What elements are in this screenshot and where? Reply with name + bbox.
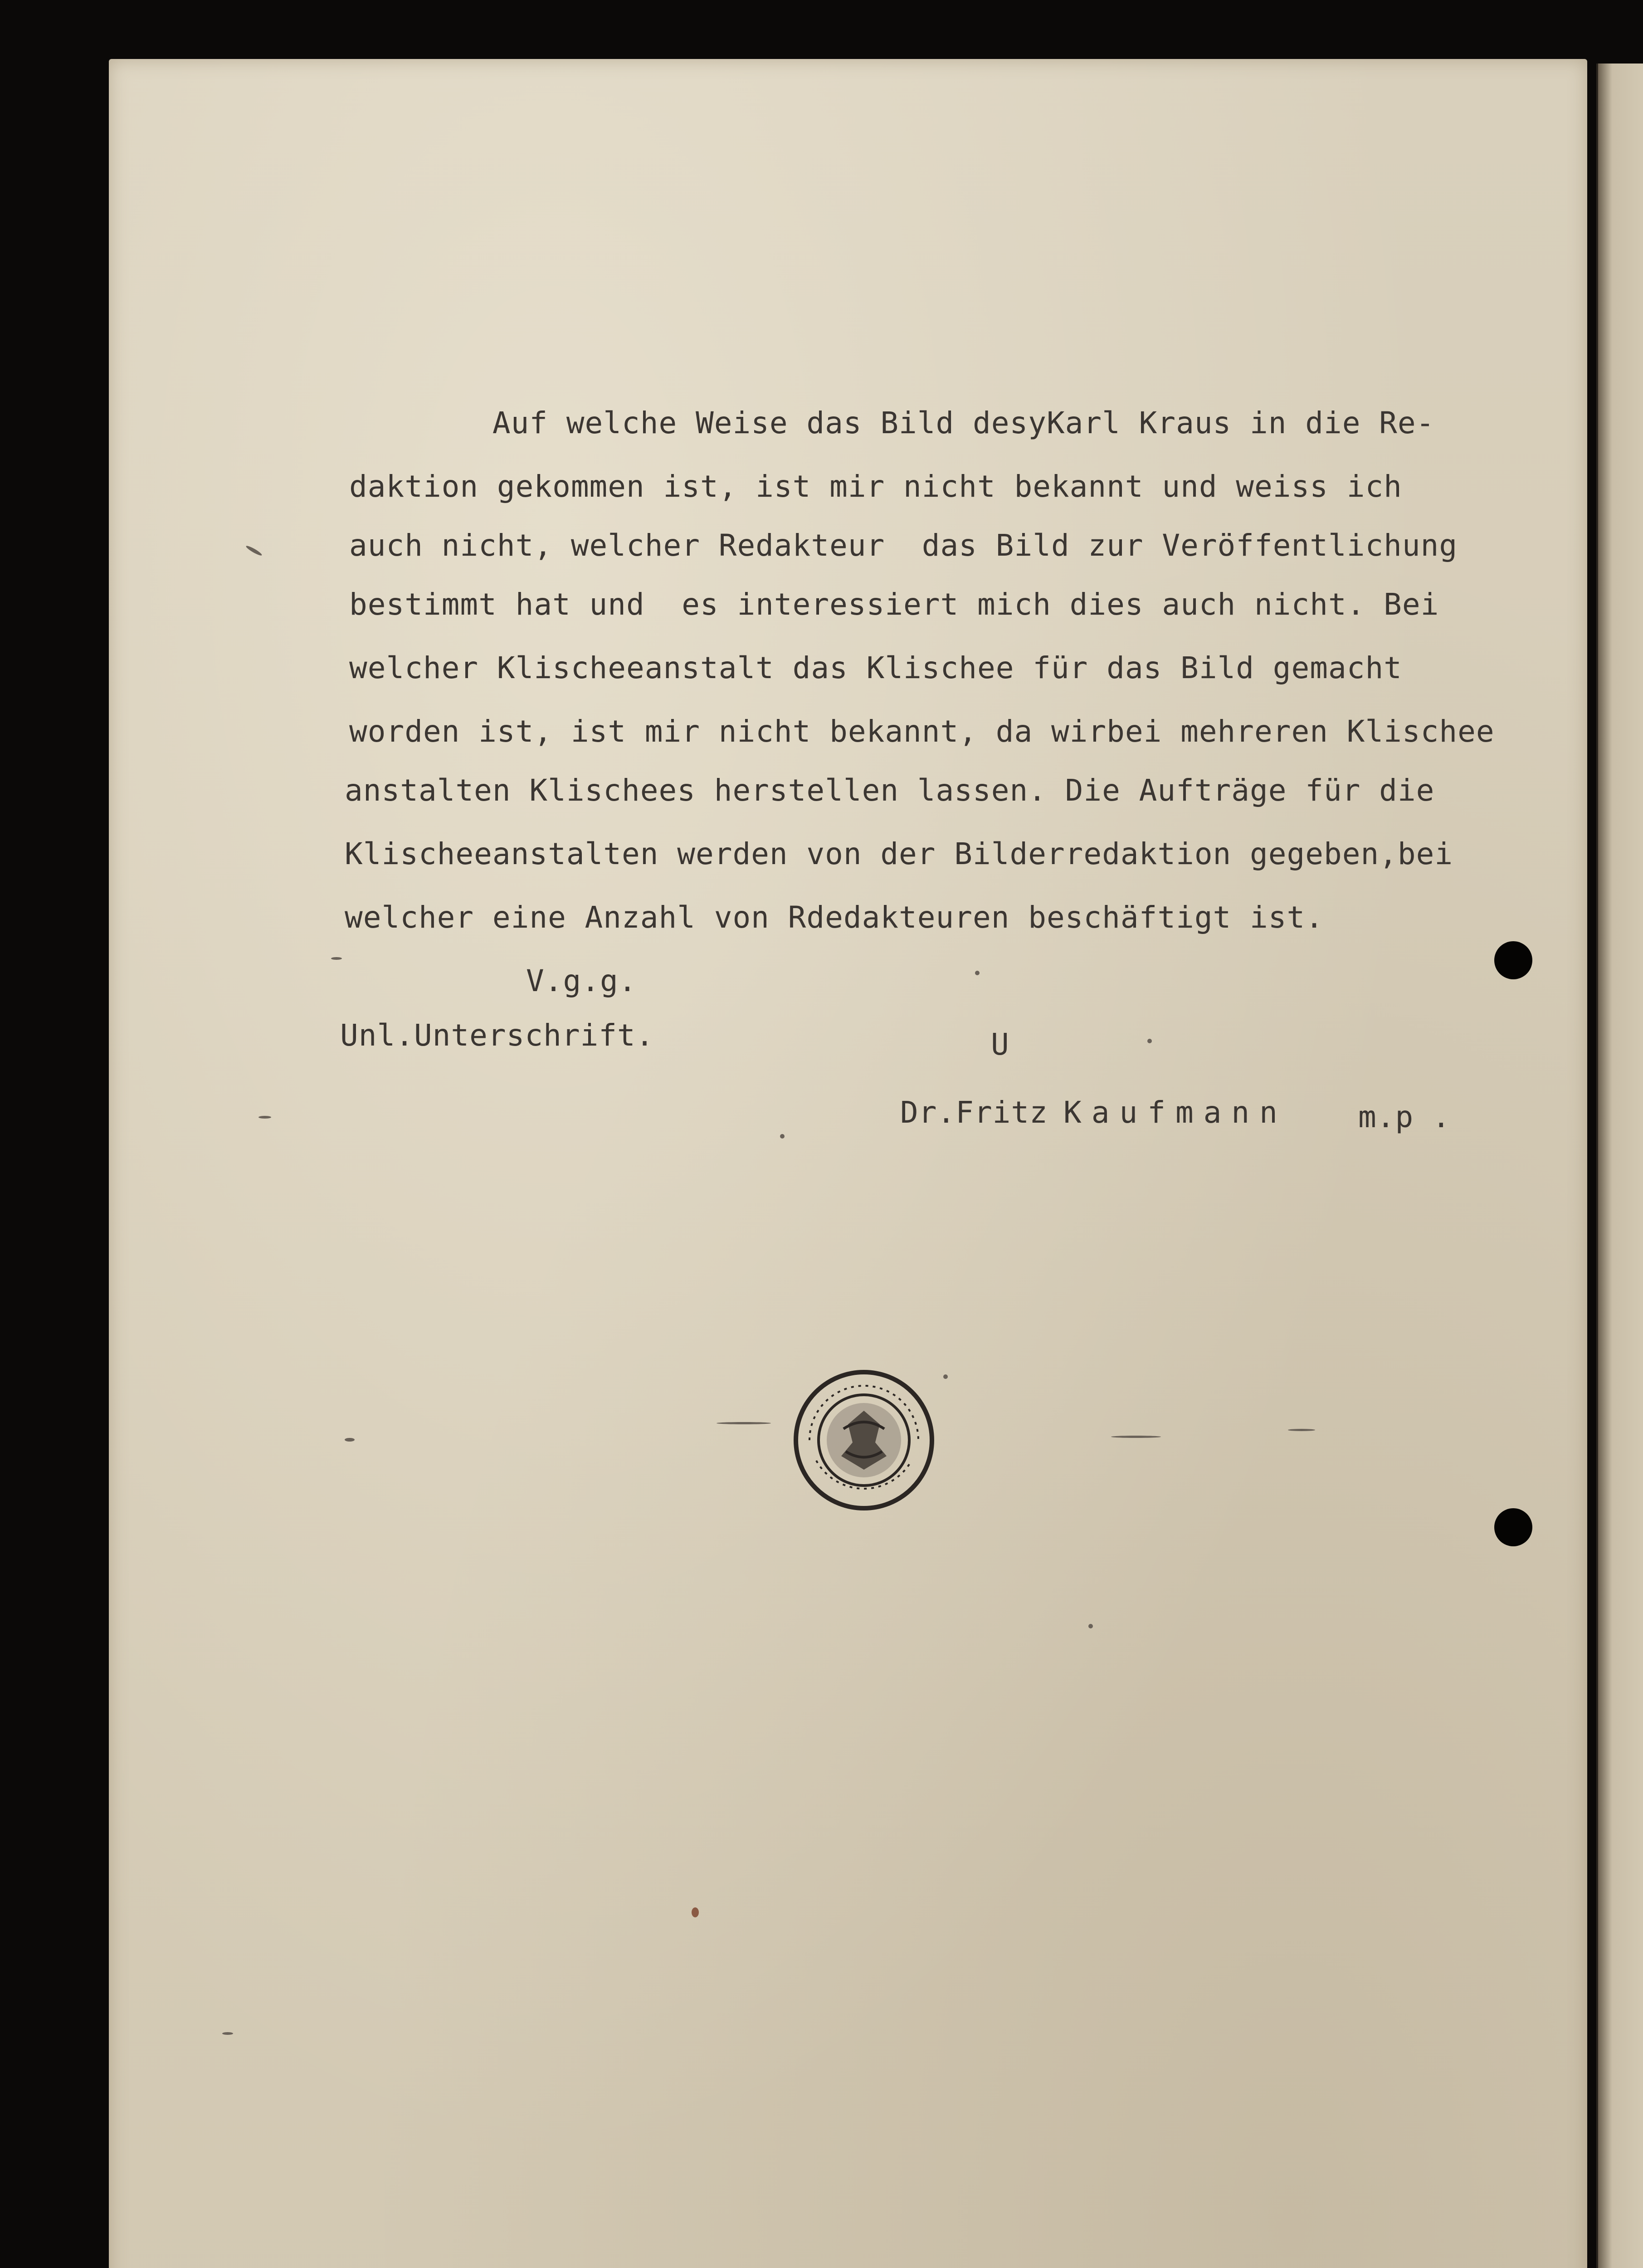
paper-mark xyxy=(1288,1429,1315,1431)
paragraph-line-7: anstalten Klischees herstellen lassen. Die Aufträge für die xyxy=(345,773,1435,808)
paper-mark xyxy=(345,1438,355,1442)
paper-mark xyxy=(975,971,980,975)
paragraph-line-3: auch nicht, welcher Redakteur das Bild zur Veröffentlichung xyxy=(349,528,1458,563)
paper-mark xyxy=(943,1374,948,1379)
paper-mark xyxy=(331,957,342,960)
paper-mark xyxy=(780,1134,785,1139)
paragraph-line-4: bestimmt hat und es interessiert mich dies auch nicht. Bei xyxy=(349,587,1439,622)
paragraph-line-8: Klischeeanstalten werden von der Bilderredaktion gegeben,bei xyxy=(345,836,1453,871)
punch-hole-upper xyxy=(1494,941,1532,979)
paper-mark xyxy=(1088,1624,1093,1628)
paper-mark xyxy=(717,1422,771,1424)
paper-mark xyxy=(1147,1039,1152,1043)
u-mark: U xyxy=(991,1027,1009,1062)
paragraph-line-9: welcher eine Anzahl von Rdedakteuren beschäftigt ist. xyxy=(345,900,1324,935)
paper-mark xyxy=(692,1907,699,1917)
signer-prefix: Dr.Fritz xyxy=(900,1095,1048,1130)
paper-mark xyxy=(258,1116,271,1119)
library-stamp xyxy=(789,1365,939,1515)
closing-vgg: V.g.g. xyxy=(526,963,637,998)
document-page xyxy=(109,59,1587,2268)
paragraph-line-6: worden ist, ist mir nicht bekannt, da wirbei mehreren Klischee xyxy=(349,714,1495,749)
paragraph-line-1: Auf welche Weise das Bild desyKarl Kraus in die Re- xyxy=(345,406,1435,440)
paragraph-line-5: welcher Klischeeanstalt das Klischee für das Bild gemacht xyxy=(349,650,1402,685)
paper-mark xyxy=(222,2032,233,2035)
paragraph-line-2: daktion gekommen ist, ist mir nicht bekannt und weiss ich xyxy=(349,469,1402,504)
unl-signature: Unl.Unterschrift. xyxy=(340,1018,654,1053)
signer-suffix: m.p . xyxy=(1358,1100,1451,1134)
signer-surname: Kaufmann xyxy=(1063,1095,1287,1130)
paper-mark xyxy=(1111,1436,1161,1438)
punch-hole-lower xyxy=(1494,1508,1532,1546)
adjacent-page-edge xyxy=(1596,64,1643,2268)
